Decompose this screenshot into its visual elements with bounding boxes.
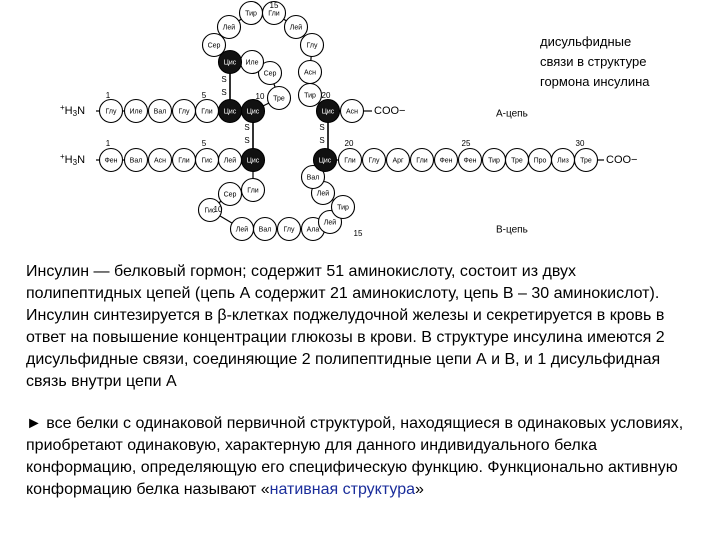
chain-a-residue-label: Асн <box>303 69 317 77</box>
chain-b-residue-label: Фен <box>439 157 453 165</box>
chain-a-residue-label: Лей <box>222 24 236 32</box>
note-line: гормона инсулина <box>540 74 650 89</box>
native-structure-link[interactable]: нативная структура <box>269 481 415 498</box>
chain-a-residue-label: Вал <box>153 108 167 116</box>
chain-b-number: 15 <box>353 229 363 239</box>
chain-b-residue-label: Лей <box>323 219 337 227</box>
chain-a-residue-label: Лей <box>289 24 303 32</box>
chain-a-residue-label: Цис <box>246 108 260 116</box>
chain-a-residue-label: Сер <box>263 70 277 78</box>
chain-b-residue-label: Фен <box>463 157 477 165</box>
chain-a-number: 15 <box>269 1 279 11</box>
chain-b-residue-label: Лей <box>235 226 249 234</box>
disulfide-sulfur-label: S <box>319 136 325 146</box>
chain-a-n-terminus: $^+H_3N$ <box>60 103 86 119</box>
native-structure-text: ► все белки с одинаковой первичной структурой, находящиеся в одинаковых условиях, приобретают одинаковую, характерную для данного индивидуального белка конформацию, определяющую его специфическую функцию. Функционально активную конформацию белка называют « <box>26 415 684 498</box>
chain-b-residue-label: Гли <box>178 157 190 165</box>
chain-b-residue-label: Лиз <box>557 157 569 165</box>
chain-b-number: 5 <box>201 139 207 149</box>
chain-b-residue-label: Ала <box>306 226 320 234</box>
disulfide-sulfur-label: S <box>244 123 250 133</box>
chain-a-c-terminus: COO− <box>374 104 406 117</box>
chain-a-number: 10 <box>255 92 265 102</box>
disulfide-sulfur-label: S <box>244 136 250 146</box>
chain-b-residue-label: Цис <box>246 157 260 165</box>
disulfide-sulfur-label: S <box>221 75 227 85</box>
native-structure-paragraph <box>26 413 696 501</box>
chain-a-residue-label: Тир <box>304 92 316 100</box>
chain-a-residue-label: Тре <box>273 95 285 103</box>
chain-a-residue-label: Иле <box>245 59 259 67</box>
chain-b-n-terminus: $^+H_3N$ <box>60 152 86 168</box>
chain-a-residue-label: Цис <box>223 108 237 116</box>
chain-b-residue-label: Гли <box>247 187 259 195</box>
chain-b-residue-label: Вал <box>129 157 143 165</box>
insulin-description: Инсулин — белковый гормон; содержит 51 аминокислоту, состоит из двух полипептидных цепей (цепь А содержит 21 аминокислоту, цепь В – 30 аминокислот). Инсулин синтезируется в β-клетках поджелудочной железы и секретируется в кровь в ответ на повышение концентрации глюкозы в крови. В структуре инсулина имеются 2 дисульфидные связи, соединяющие 2 полипептидные цепи А и В, и 1 дисульфидная связь внутри цепи А <box>26 263 665 390</box>
chain-b-residue-label: Арг <box>392 157 404 165</box>
chain-b-residue-label: Тре <box>511 157 523 165</box>
chain-b-residue-label: Гли <box>416 157 428 165</box>
disulfide-sulfur-label: S <box>319 123 325 133</box>
chain-b-residue-label: Гис <box>201 157 213 165</box>
chain-a-label: А-цепь <box>496 108 528 120</box>
chain-b-number: 20 <box>344 139 354 149</box>
chain-b-number: 30 <box>575 139 585 149</box>
chain-b-residue-label: Тир <box>488 157 500 165</box>
chain-b-residue-label: Фен <box>104 157 118 165</box>
chain-b-residue-label: Глу <box>283 226 295 234</box>
chain-a-residue-label: Цис <box>223 59 237 67</box>
chain-a-residue-label: Сер <box>207 42 221 50</box>
chain-b-number: 10 <box>213 205 223 215</box>
chain-b-residue-label: Тре <box>580 157 592 165</box>
chain-a-number: 5 <box>201 91 207 101</box>
chain-b-residue-label: Вал <box>258 226 272 234</box>
disulfide-sulfur-label: S <box>221 88 227 98</box>
chain-b-label: В-цепь <box>496 224 528 236</box>
chain-a-residue-label: Гли <box>268 10 280 18</box>
chain-a-residue-label: Иле <box>129 108 143 116</box>
chain-b-residue-label: Асн <box>153 157 167 165</box>
chain-b-residue-label: Тир <box>337 204 349 212</box>
chain-b-c-terminus: COO− <box>606 153 638 166</box>
chain-b-residue-label: Глу <box>368 157 380 165</box>
chain-b-residue-label: Про <box>533 157 547 165</box>
chain-a-residue-label: Глу <box>178 108 190 116</box>
chain-a-residue-label: Асн <box>345 108 359 116</box>
note-line: дисульфидные <box>540 34 632 49</box>
note-line: связи в структуре <box>540 54 647 69</box>
chain-a-residue-label: Цис <box>321 108 335 116</box>
chain-b-residue-label: Лей <box>316 190 330 198</box>
chain-b-residue-label: Сер <box>223 191 237 199</box>
chain-a-number: 20 <box>321 91 331 101</box>
chain-b-residue-label: Гис <box>204 207 216 215</box>
chain-b-residue-label: Цис <box>318 157 332 165</box>
chain-b-number: 1 <box>105 139 111 149</box>
chain-a-residue-label: Глу <box>105 108 117 116</box>
chain-a-number: 1 <box>105 91 111 101</box>
chain-b-residue-label: Гли <box>344 157 356 165</box>
chain-b-residue-label: Лей <box>223 157 237 165</box>
chain-a-residue-label: Глу <box>306 42 318 50</box>
chain-b-number: 25 <box>461 139 471 149</box>
closing-quote: » <box>414 481 424 498</box>
disulfide-note <box>540 32 710 92</box>
chain-a-residue-label: Гли <box>201 108 213 116</box>
chain-a-residue-label: Тир <box>245 10 257 18</box>
chain-b-residue-label: Вал <box>306 174 320 182</box>
